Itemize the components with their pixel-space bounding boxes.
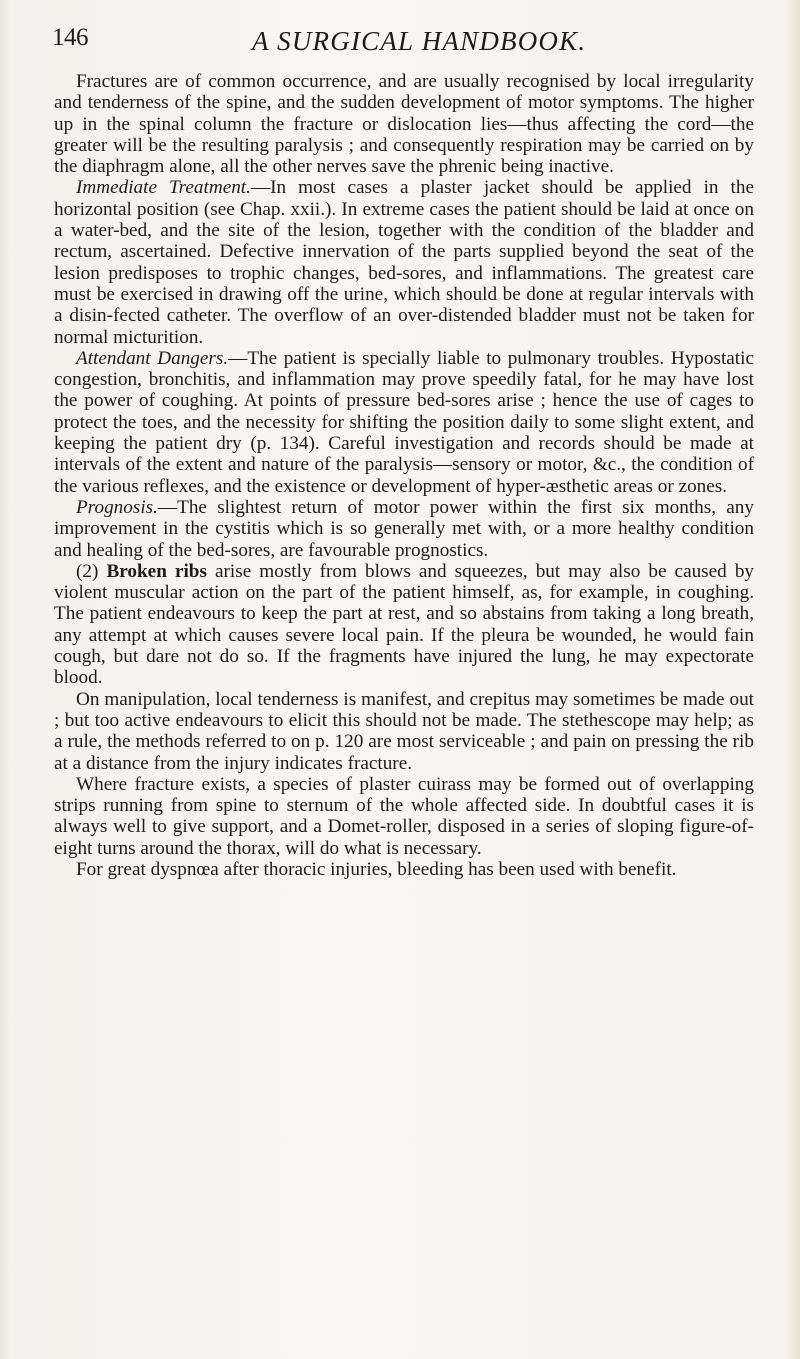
running-head: A SURGICAL HANDBOOK.	[252, 26, 587, 56]
paragraph-dyspnoea: For great dyspnœa after thoracic injuries, bleeding has been used with benefit.	[76, 858, 677, 880]
page-number: 146	[52, 24, 88, 51]
paragraph-attendant-dangers	[54, 348, 754, 497]
paragraph-broken-ribs	[54, 561, 754, 689]
page-edge-shadow	[786, 0, 800, 1359]
section-heading-broken-ribs: Broken ribs	[106, 560, 207, 582]
paragraph-immediate-treatment	[54, 177, 754, 347]
paragraph-fractures: Fractures are of common occurrence, and are usually recognised by local irregularity and tenderness of the spine, and the sudden development of motor symptoms. The higher up in the spinal column the fracture or dislocation lies—thus affecting the cord—the greater will be the resulting paralysis ; and consequently respiration may be carried on by the diaphragm alone, all the other nerves save the phrenic being inactive.	[54, 71, 754, 178]
paragraph-text: —The patient is specially liable to pulmonary troubles. Hypostatic congestion, bronchitis, and inflammation may prove speedily fatal, for he may have lost the power of coughing. At points of pressure bed-sores arise ; hence the use of cages to protect the toes, and the necessity for shifting the position daily to some slight extent, and keeping the patient dry (p. 134). Careful investigation and records should be made at intervals of the extent and nature of the paralysis—sensory or motor, &c., the condition of the various reflexes, and the existence or development of hyper-æsthetic areas or zones.	[54, 347, 754, 497]
paragraph-fracture-cuirass: Where fracture exists, a species of plaster cuirass may be formed out of overlapping strips running from spine to sternum of the whole affected side. In doubtful cases it is always well to give support, and a Domet-roller, disposed in a series of sloping figure-of-eight turns around the thorax, will do what is necessary.	[54, 773, 754, 859]
paragraph-text: arise mostly from blows and squeezes, but may also be caused by violent muscular action on the part of the patient himself, as, for example, in coughing. The patient endeavours to keep the part at rest, and so abstains from taking a long breath, any attempt at which causes severe local pain. If the pleura be wounded, he would fain cough, but dare not do so. If the fragments have injured the lung, he may expectorate blood.	[54, 560, 755, 689]
section-heading-attendant-dangers: Attendant Dangers.	[76, 347, 229, 369]
paragraph-manipulation: On manipulation, local tenderness is manifest, and crepitus may sometimes be made out ; but too active endeavours to elicit this should not be made. The stethescope may help; as a rule, the methods referred to on p. 120 are most serviceable ; and pain on pressing the rib at a distance from the injury indicates fracture.	[54, 688, 754, 774]
paragraph-prognosis	[54, 497, 754, 561]
paragraph-text: —The slightest return of motor power within the first six months, any improvement in the cystitis which is so generally met with, or a more healthy condition and healing of the bed-sores, are favourable prognostics.	[54, 496, 754, 561]
page-body	[54, 71, 754, 880]
section-heading-prognosis: Prognosis.	[76, 496, 158, 518]
page-header	[52, 22, 740, 58]
page-gutter-shadow	[0, 0, 10, 1359]
section-heading-immediate-treatment: Immediate Treatment.	[76, 177, 251, 199]
section-number: (2)	[76, 560, 99, 582]
paragraph-text: —In most cases a plaster jacket should be applied in the horizontal position (see Chap. xxii.). In extreme cases the patient should be laid at once on a water-bed, and the site of the lesion, together with the condition of the bladder and rectum, ascertained. Defective innervation of the parts supplied beyond the seat of the lesion predisposes to trophic changes, bed-sores, and inflammations. The greatest care must be exercised in drawing off the urine, which should be done at regular intervals with a disin-fected catheter. The overflow of an over-distended bladder must not be taken for normal micturition.	[54, 177, 754, 348]
